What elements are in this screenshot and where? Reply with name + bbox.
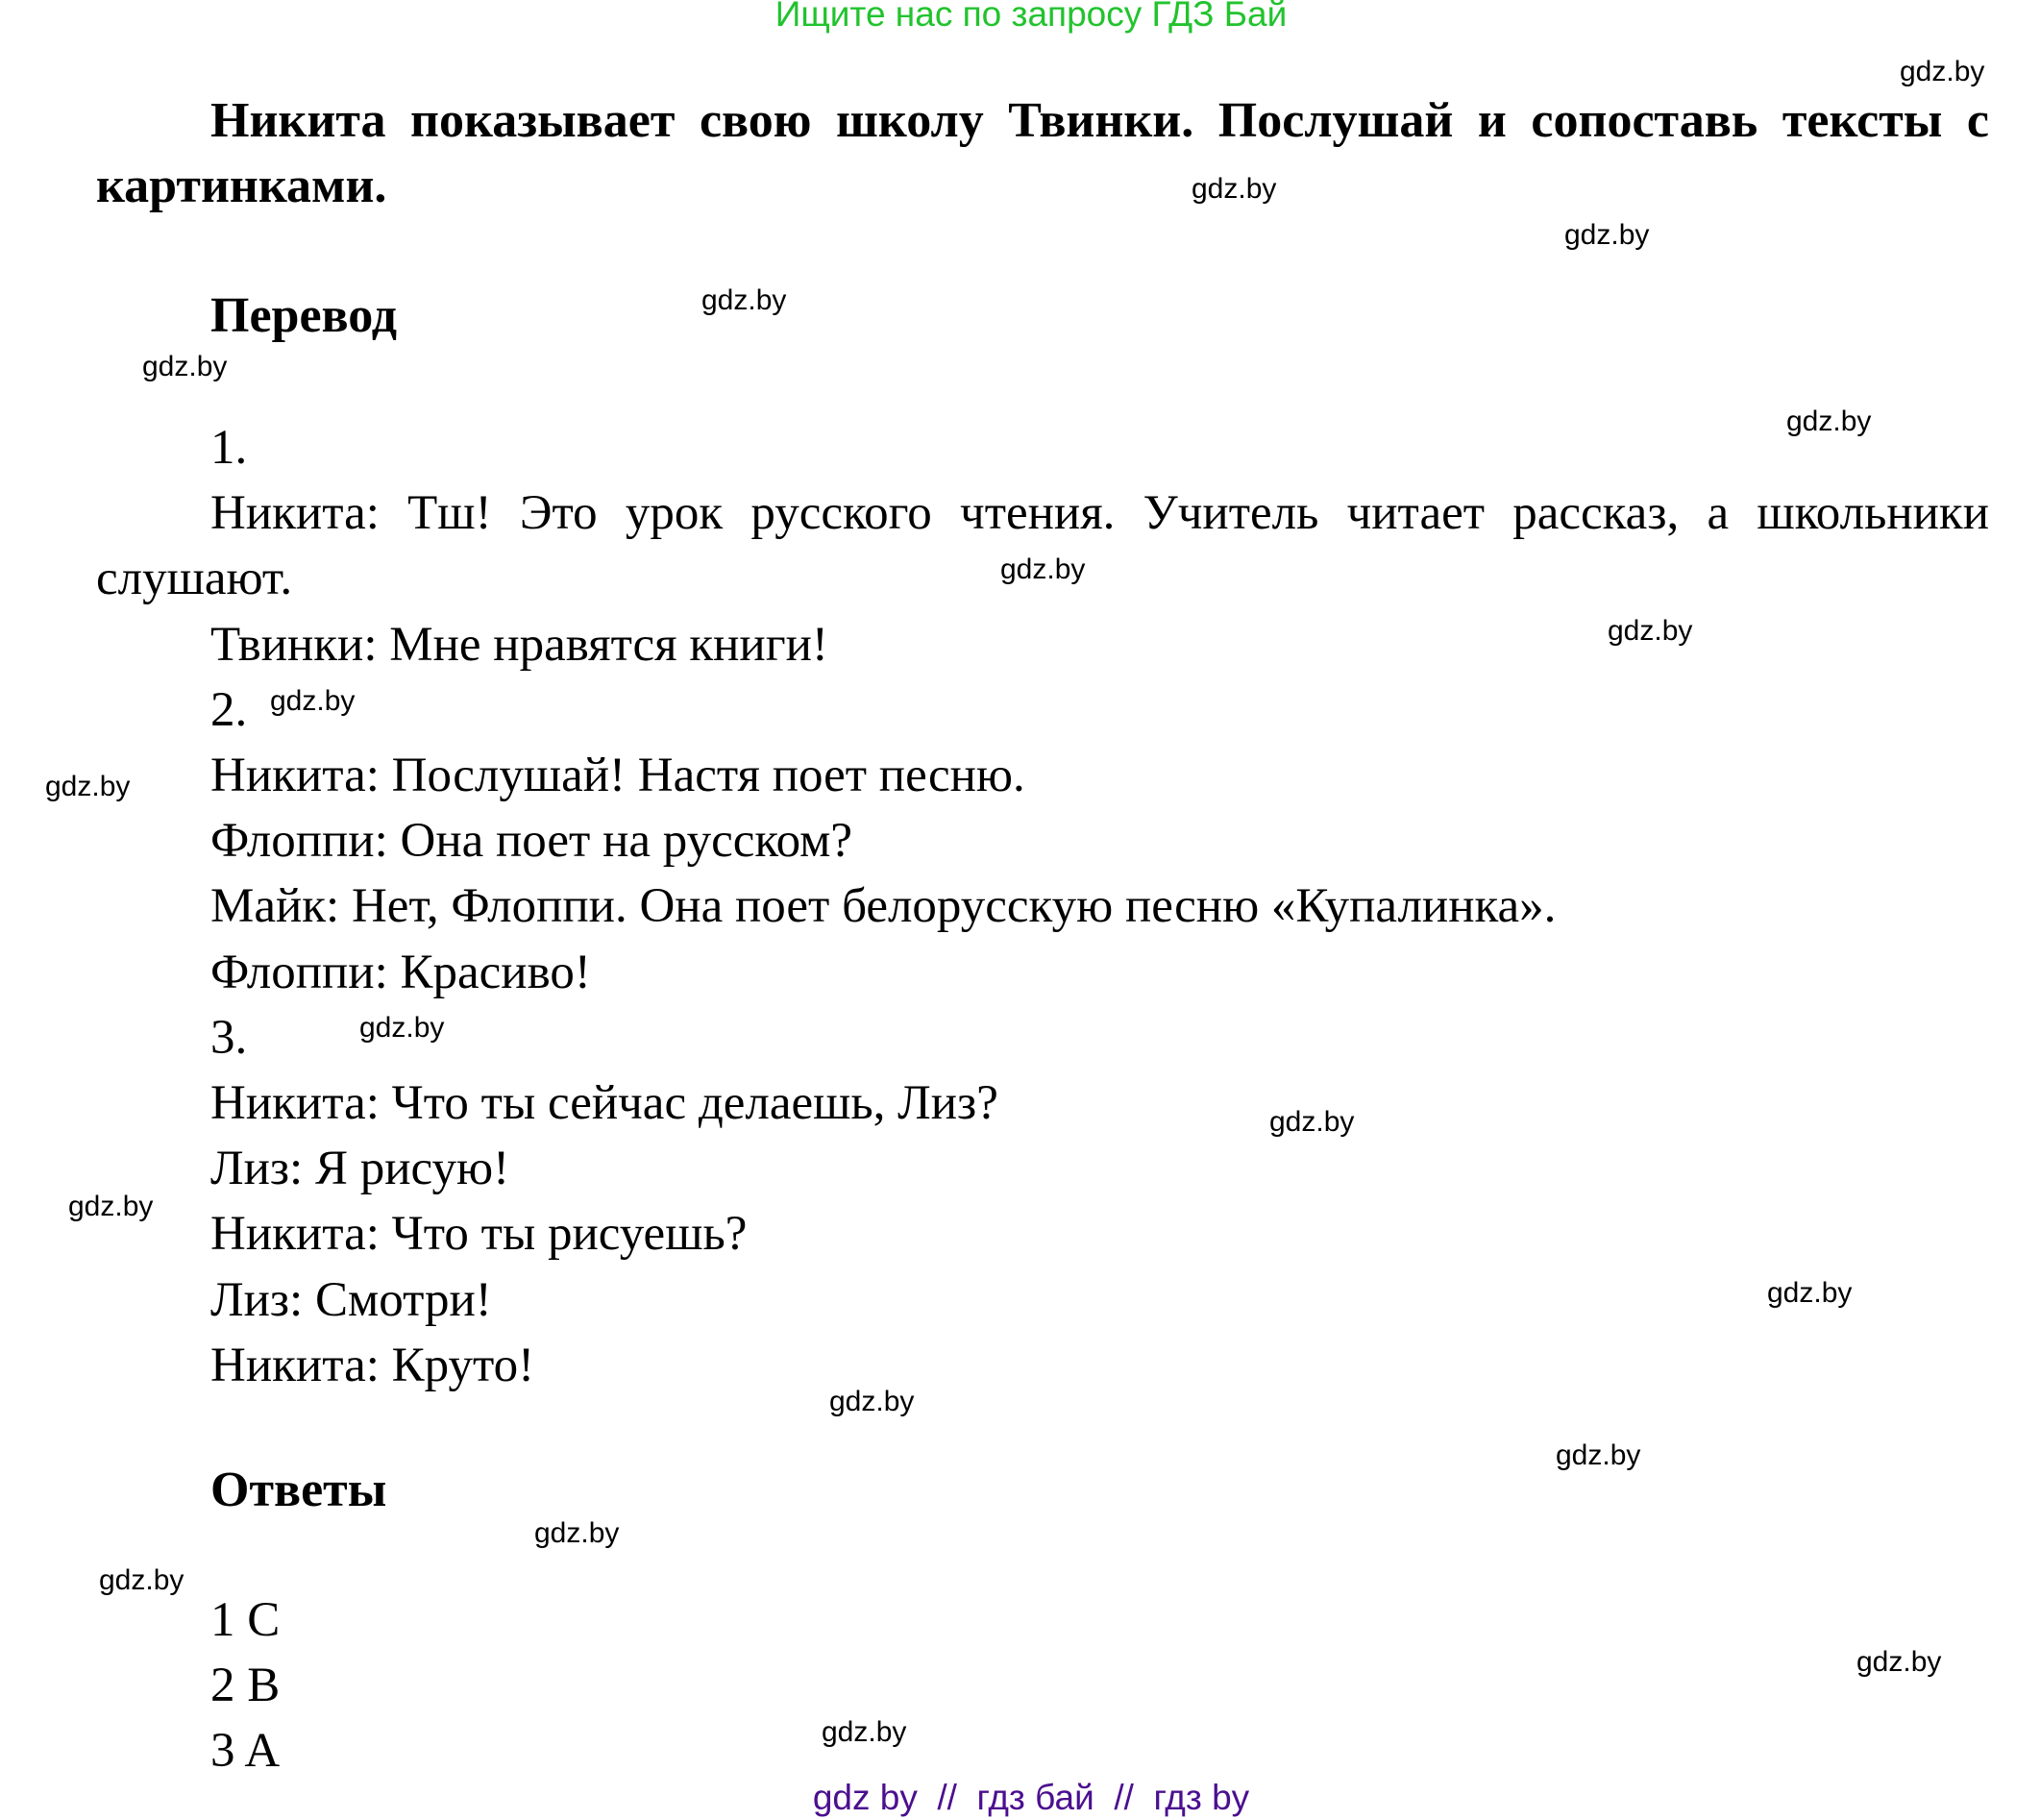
watermark: gdz.by: [822, 1716, 907, 1748]
dialogue-line: Лиз: Смотри!: [210, 1272, 492, 1327]
section-number: 3.: [210, 1010, 248, 1065]
answer-item: 2 B: [210, 1659, 281, 1712]
watermark: gdz.by: [1000, 553, 1086, 585]
dialogue-line: Никита: Что ты сейчас делаешь, Лиз?: [210, 1076, 998, 1131]
watermark: gdz.by: [359, 1012, 445, 1044]
watermark: gdz.by: [1556, 1439, 1641, 1471]
promo-banner: Ищите нас по запросу ГДЗ Бай: [774, 0, 1288, 34]
watermark: gdz.by: [829, 1386, 915, 1417]
watermark: gdz.by: [1856, 1646, 1942, 1678]
translation-heading: Перевод: [210, 288, 398, 343]
section-number: 1.: [210, 421, 248, 475]
watermark: gdz.by: [1564, 219, 1650, 251]
dialogue-line: Флоппи: Она поет на русском?: [210, 814, 853, 869]
dialogue-line: Никита: Послушай! Настя поет песню.: [210, 749, 1025, 803]
watermark: gdz.by: [1900, 56, 1985, 87]
dialogue-line: Никита: Круто!: [210, 1338, 535, 1392]
watermark: gdz.by: [1269, 1106, 1355, 1138]
watermark: gdz.by: [1192, 173, 1277, 205]
watermark: gdz.by: [142, 351, 228, 382]
watermark: gdz.by: [99, 1564, 184, 1596]
answers-list: [210, 1587, 280, 1783]
answer-item: 1 C: [210, 1593, 281, 1647]
watermark: gdz.by: [534, 1517, 620, 1549]
watermark: gdz.by: [1767, 1277, 1853, 1309]
answer-item: 3 A: [210, 1724, 281, 1778]
watermark: gdz.by: [270, 685, 356, 717]
answers-heading: Ответы: [210, 1463, 387, 1517]
dialogue-line: Лиз: Я рисую!: [210, 1142, 510, 1196]
task-title: Никита показывает свою школу Твинки. Послушай и сопоставь тексты с картинками.: [96, 93, 1989, 213]
footer-links: gdz by // гдз бай // гдз by: [812, 1778, 1250, 1817]
watermark: gdz.by: [1786, 406, 1872, 437]
watermark: gdz.by: [701, 284, 787, 316]
dialogue-line: Майк: Нет, Флоппи. Она поет белорусскую песню «Купалинка».: [210, 879, 1557, 934]
watermark: gdz.by: [1608, 615, 1693, 647]
dialogue-line: Флоппи: Красиво!: [210, 945, 591, 999]
watermark: gdz.by: [68, 1191, 154, 1222]
dialogue-line: Никита: Тш! Это урок русского чтения. Учитель читает рассказ, а школьники слушают.: [96, 486, 1989, 606]
dialogue-line: Никита: Что ты рисуешь?: [210, 1207, 748, 1262]
dialogue-line: Твинки: Мне нравятся книги!: [210, 617, 828, 672]
section-number: 2.: [210, 682, 248, 737]
watermark: gdz.by: [45, 771, 131, 802]
